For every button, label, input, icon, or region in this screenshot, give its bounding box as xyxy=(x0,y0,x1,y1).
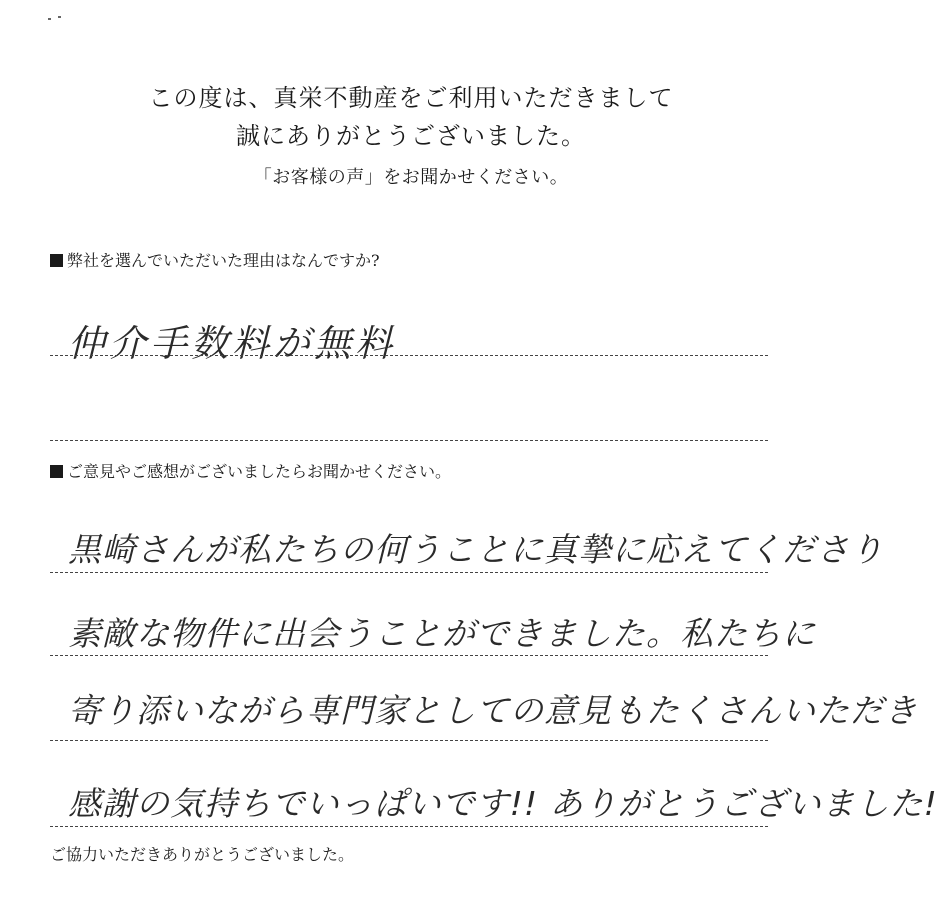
answer-line xyxy=(50,355,768,356)
answer-2-handwriting-line-3: 寄り添いながら専門家としての意見もたくさんいただき xyxy=(68,691,918,730)
question-2 xyxy=(50,459,451,482)
scan-speck xyxy=(58,16,61,18)
answer-line xyxy=(50,572,768,573)
header-line-3: 「お客様の声」をお聞かせください。 xyxy=(253,167,569,188)
answer-2-handwriting-line-4: 感謝の気持ちでいっぱいです!! ありがとうございました! xyxy=(68,784,938,823)
question-1 xyxy=(50,248,380,271)
question-2-label: ご意見やご感想がございましたらお聞かせください。 xyxy=(67,462,452,481)
black-square-icon xyxy=(50,254,63,267)
footer-thanks: ご協力いただきありがとうございました。 xyxy=(50,845,355,864)
scan-speck xyxy=(48,18,51,20)
answer-line xyxy=(50,826,768,827)
answer-2-handwriting-line-1: 黒崎さんが私たちの何うことに真摯に応えてくださり xyxy=(68,530,884,569)
question-1-label: 弊社を選んでいただいた理由はなんですか? xyxy=(67,251,380,270)
answer-line xyxy=(50,440,768,441)
header-line-1: この度は、真栄不動産をご利用いただきまして xyxy=(148,84,674,112)
black-square-icon xyxy=(50,465,63,478)
answer-line xyxy=(50,740,768,741)
answer-line xyxy=(50,655,768,656)
answer-1-handwriting: 仲介手数料が無料 xyxy=(68,322,396,365)
answer-2-handwriting-line-2: 素敵な物件に出会うことができました。私たちに xyxy=(68,614,816,653)
header-line-2: 誠にありがとうございました。 xyxy=(236,122,586,150)
